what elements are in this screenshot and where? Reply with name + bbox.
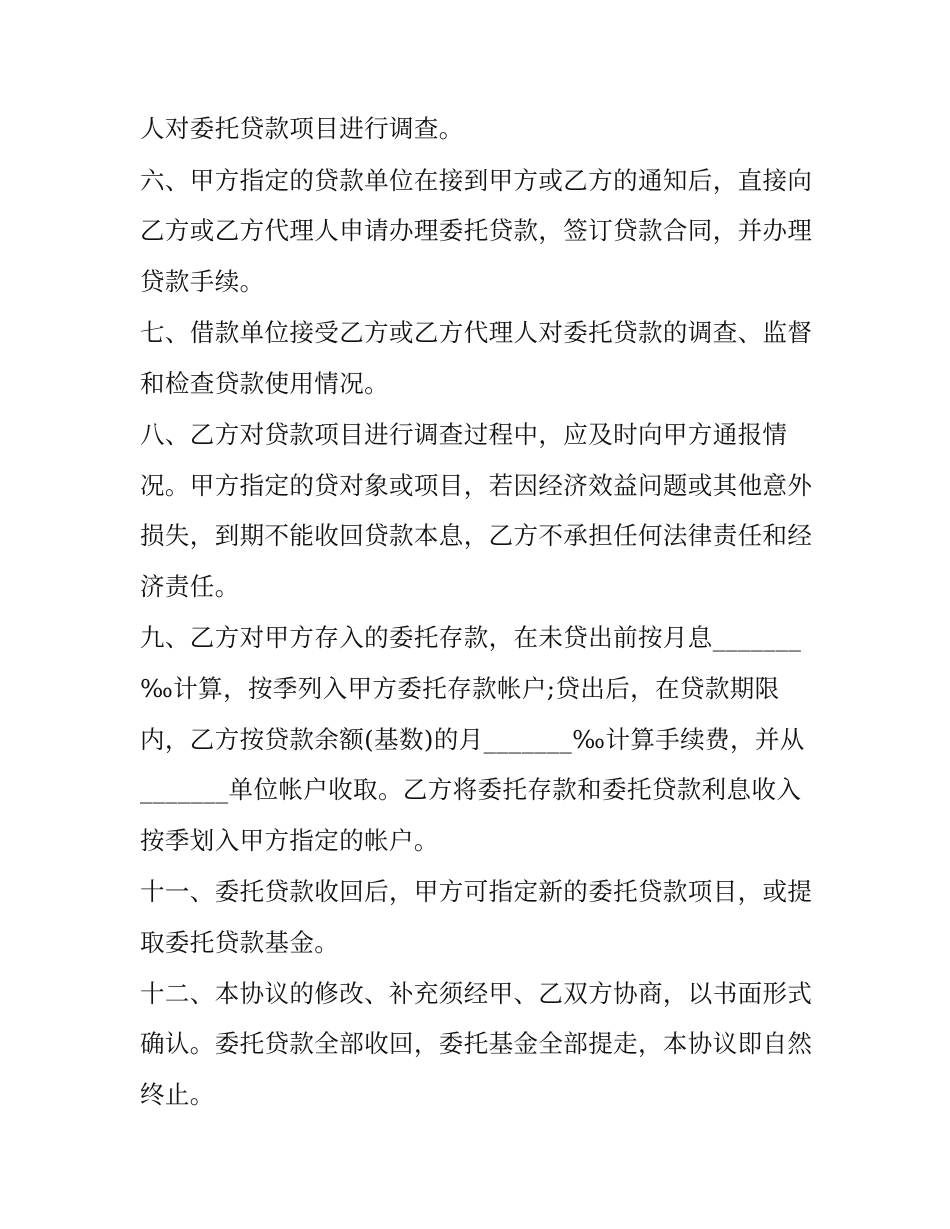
text-line: 十一、委托贷款收回后，甲方可指定新的委托贷款项目，或提 (140, 877, 813, 906)
text-line: 人对委托贷款项目进行调查。 (140, 114, 464, 143)
text-line: 贷款手续。 (140, 267, 265, 296)
text-line: 终止。 (140, 1080, 215, 1109)
text-line: 乙方或乙方代理人申请办理委托贷款，签订贷款合同，并办理 (140, 216, 813, 245)
text-line: 损失，到期不能收回贷款本息，乙方不承担任何法律责任和经 (140, 521, 813, 550)
text-line: _______单位帐户收取。乙方将委托存款和委托贷款利息收入 (140, 775, 802, 804)
text-line: ‰计算，按季列入甲方委托存款帐户;贷出后，在贷款期限 (140, 674, 780, 703)
text-line: 取委托贷款基金。 (140, 928, 340, 957)
text-line: 六、甲方指定的贷款单位在接到甲方或乙方的通知后，直接向 (140, 166, 813, 195)
text-line: 七、借款单位接受乙方或乙方代理人对委托贷款的调查、监督 (140, 318, 813, 347)
text-line: 八、乙方对贷款项目进行调查过程中，应及时向甲方通报情 (140, 420, 788, 449)
text-line: 十二、本协议的修改、补充须经甲、乙双方协商，以书面形式 (140, 979, 813, 1008)
text-line: 九、乙方对甲方存入的委托存款，在未贷出前按月息_______ (140, 623, 802, 652)
text-line: 内，乙方按贷款余额(基数)的月_______‰计算手续费，并从 (140, 725, 805, 754)
text-line: 按季划入甲方指定的帐户。 (140, 826, 439, 855)
text-line: 和检查贷款使用情况。 (140, 369, 389, 398)
text-line: 济责任。 (140, 572, 240, 601)
text-line: 确认。委托贷款全部收回，委托基金全部提走，本协议即自然 (140, 1029, 813, 1058)
text-line: 况。甲方指定的贷对象或项目，若因经济效益问题或其他意外 (140, 471, 813, 500)
